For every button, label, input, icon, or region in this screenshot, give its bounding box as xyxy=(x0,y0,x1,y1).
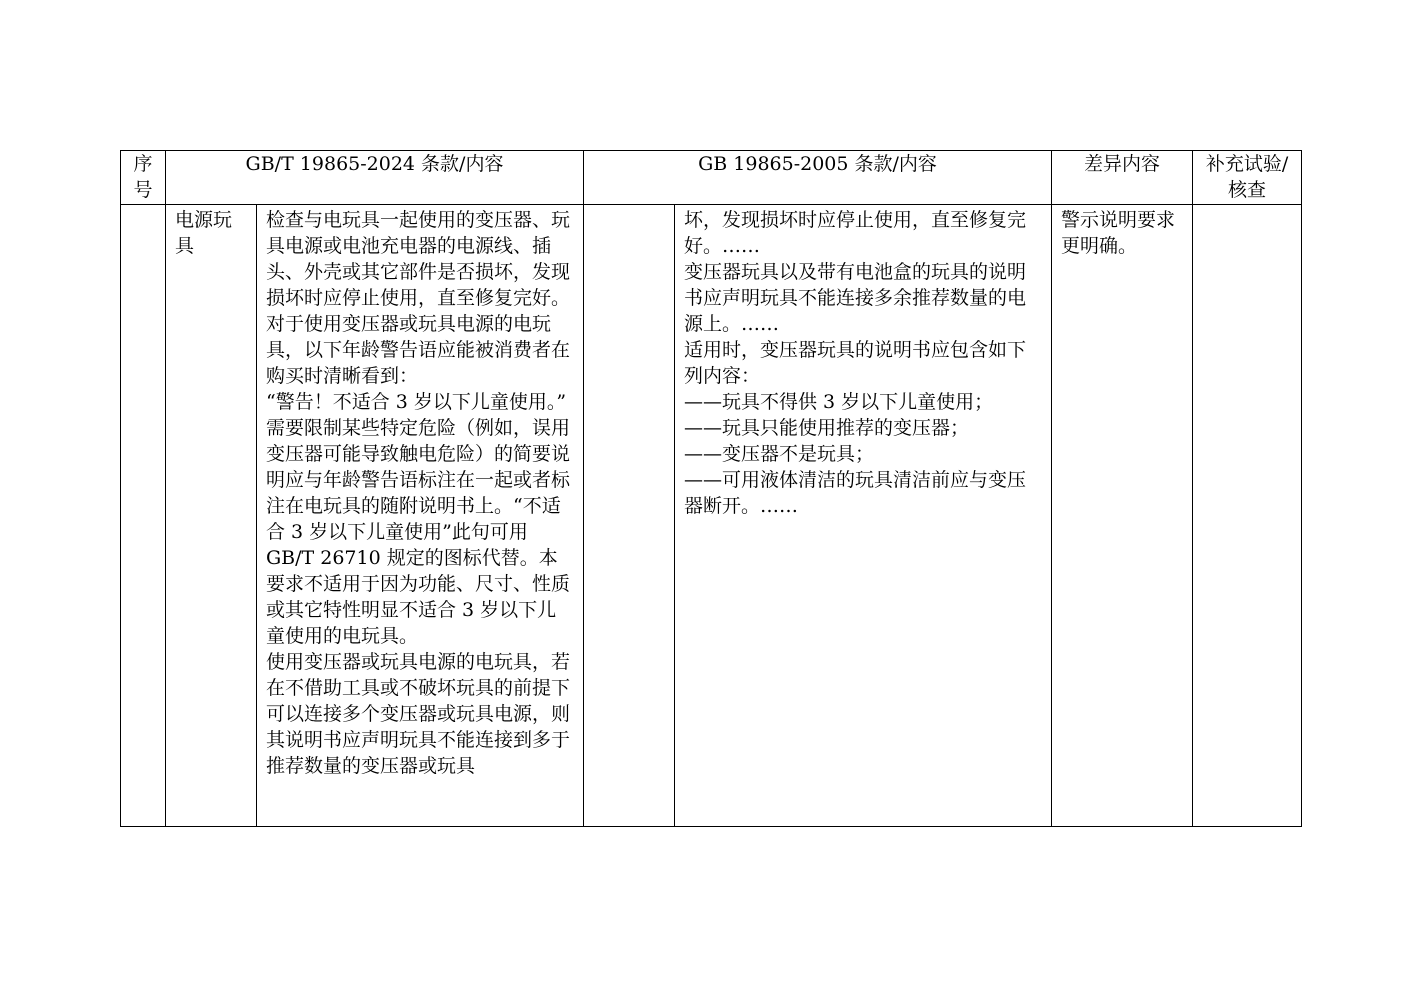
subject-value: 电源玩具 xyxy=(175,209,233,257)
cell-new-content xyxy=(257,205,584,827)
old-content xyxy=(675,205,1051,521)
header-test xyxy=(1193,151,1302,205)
test-value xyxy=(1193,205,1301,209)
old-content-paragraph: ——变压器不是玩具； xyxy=(684,443,875,465)
table-row xyxy=(121,205,1302,827)
header-new-standard xyxy=(166,151,584,205)
new-content-paragraph: 检查与电玩具一起使用的变压器、玩具电源或电池充电器的电源线、插头、外壳或其它部件是否损坏，发现损坏时应停止使用，直至修复完好。 xyxy=(266,209,571,309)
header-seq xyxy=(121,151,166,205)
header-old-standard xyxy=(584,151,1052,205)
cell-old-content xyxy=(675,205,1052,827)
standard-comparison-table xyxy=(120,150,1302,827)
cell-subject xyxy=(166,205,257,827)
header-old-standard-label: GB 19865-2005 条款/内容 xyxy=(698,153,937,175)
header-seq-label: 序号 xyxy=(133,153,153,201)
header-diff xyxy=(1052,151,1193,205)
new-content xyxy=(257,205,583,781)
diff-value: 警示说明要求更明确。 xyxy=(1061,209,1176,257)
old-content-paragraph: ——可用液体清洁的玩具清洁前应与变压器断开。…… xyxy=(684,469,1027,517)
new-content-paragraph: 需要限制某些特定危险（例如，误用变压器可能导致触电危险）的简要说明应与年龄警告语标注在一起或者标注在电玩具的随附说明书上。“不适合 3 岁以下儿童使用”此句可用 GB/T 26710 规定的图标代替。本要求不适用于因为功能、尺寸、性质或其它特性明显不适合 3 岁以下儿童使用的电玩具。 xyxy=(266,417,571,647)
header-diff-label: 差异内容 xyxy=(1084,153,1161,175)
old-clause-value xyxy=(584,205,674,209)
cell-seq xyxy=(121,205,166,827)
seq-value xyxy=(121,205,165,209)
cell-test xyxy=(1193,205,1302,827)
old-content-paragraph: 变压器玩具以及带有电池盒的玩具的说明书应声明玩具不能连接多余推荐数量的电源上。…… xyxy=(684,261,1027,335)
header-new-standard-label: GB/T 19865-2024 条款/内容 xyxy=(245,153,504,175)
cell-diff xyxy=(1052,205,1193,827)
old-content-paragraph: 适用时，变压器玩具的说明书应包含如下列内容： xyxy=(684,339,1027,387)
old-content-paragraph: 坏，发现损坏时应停止使用，直至修复完好。…… xyxy=(684,209,1027,257)
old-content-paragraph: ——玩具不得供 3 岁以下儿童使用； xyxy=(684,391,994,413)
header-test-label: 补充试验/核查 xyxy=(1205,153,1289,201)
table-header-row xyxy=(121,151,1302,205)
new-content-paragraph: 对于使用变压器或玩具电源的电玩具，以下年龄警告语应能被消费者在购买时清晰看到： xyxy=(266,313,571,387)
new-content-paragraph: 使用变压器或玩具电源的电玩具，若在不借助工具或不破坏玩具的前提下可以连接多个变压器或玩具电源，则其说明书应声明玩具不能连接到多于推荐数量的变压器或玩具 xyxy=(266,651,571,777)
new-content-paragraph: “警告！不适合 3 岁以下儿童使用。” xyxy=(266,391,567,413)
old-content-paragraph: ——玩具只能使用推荐的变压器； xyxy=(684,417,970,439)
cell-old-clause xyxy=(584,205,675,827)
